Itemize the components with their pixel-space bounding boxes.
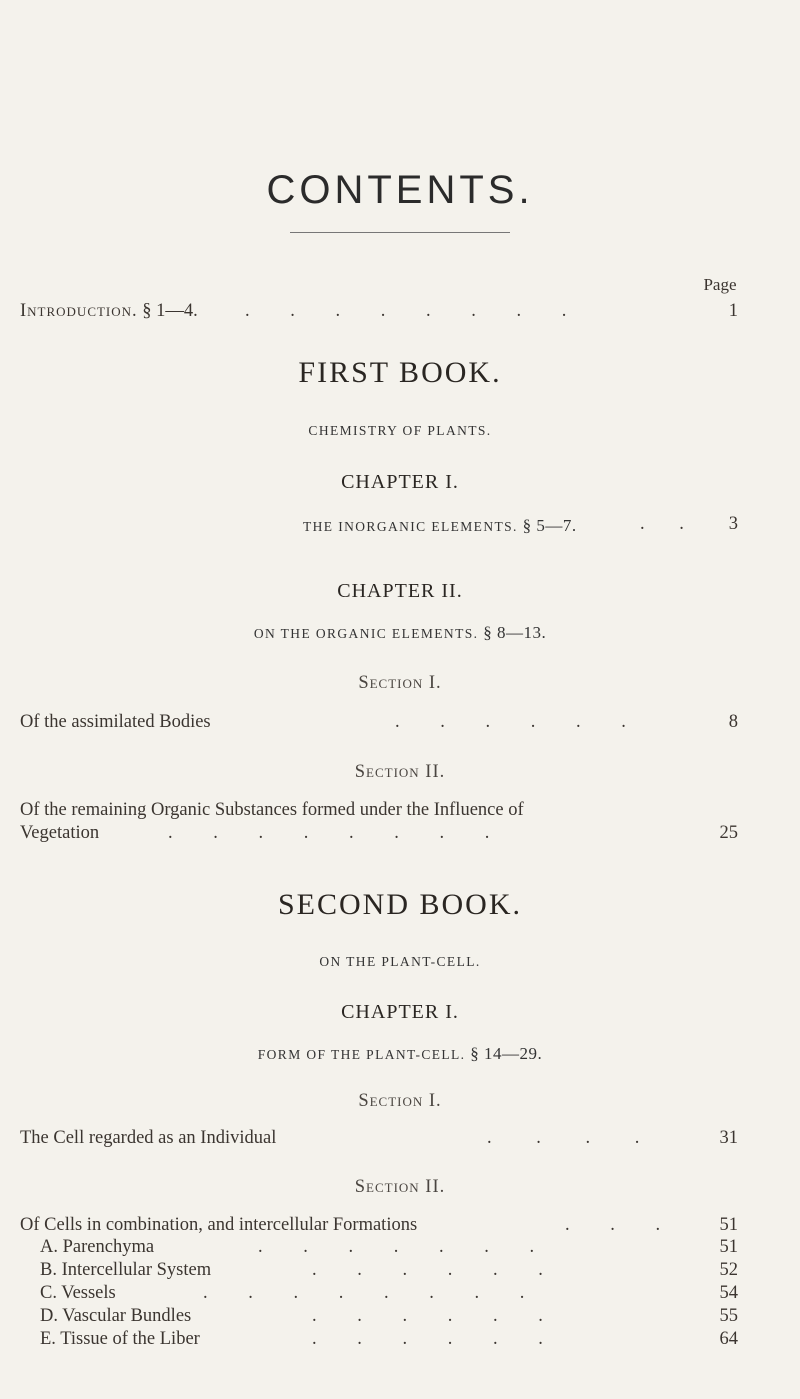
section-1-entry: Of the assimilated Bodies [20,712,211,732]
introduction-page: 1 [728,301,738,321]
first-book-subtitle: CHEMISTRY OF PLANTS. [308,423,492,438]
chapter-2-sections: § 8—13. [483,623,547,642]
list-item: A. Parenchyma [40,1237,155,1257]
second-book-subtitle: ON THE PLANT-CELL. [319,954,481,969]
chapter-1-dots: . . [640,514,684,534]
book-2-section-2-heading: Section II. [354,1177,446,1197]
section-2-page: 25 [719,823,738,843]
chapter-1-page: 3 [728,514,738,534]
chapter-2-title: CHAPTER II. [337,580,463,602]
list-item: E. Tissue of the Liber [40,1329,200,1349]
book-2-section-2-entry: Of Cells in combination, and intercellular Formations [20,1215,418,1235]
section-1-page: 8 [728,712,738,732]
chapter-2-subtitle [0,623,800,643]
list-item-dots: . . . . . . . [258,1237,535,1257]
list-item-dots: . . . . . . [312,1329,543,1349]
book-2-section-1-page: 31 [719,1128,738,1148]
section-2-entry-line1: Of the remaining Organic Substances formed under the Influence of [20,800,524,820]
list-item: D. Vascular Bundles [40,1306,192,1326]
book-2-section-2-page: 51 [719,1215,738,1235]
book-2-section-2-dots: . . . [565,1215,661,1235]
list-item-dots: . . . . . . . . [203,1283,525,1303]
list-item-page: 55 [719,1306,738,1326]
list-item: C. Vessels [40,1283,116,1303]
list-item-dots: . . . . . . [312,1260,543,1280]
section-2-heading: Section II. [354,762,446,782]
chapter-1-title: CHAPTER I. [341,471,459,493]
section-2-entry-line2: Vegetation [20,823,100,843]
introduction-label: Introduction. [20,301,138,321]
list-item-page: 54 [719,1283,738,1303]
page-column-header: Page [703,275,737,294]
book-2-chapter-1-subtitle-text: FORM OF THE PLANT-CELL. [257,1047,466,1062]
book-2-chapter-1-title: CHAPTER I. [341,1001,459,1023]
second-book-title: SECOND BOOK. [277,888,523,921]
introduction-entry [20,301,198,322]
section-1-heading: Section I. [358,673,442,693]
section-1-dots: . . . . . . [395,712,626,732]
list-item: B. Intercellular System [40,1260,212,1280]
chapter-1-subtitle-text: THE INORGANIC ELEMENTS. [303,519,518,534]
chapter-2-subtitle-text: ON THE ORGANIC ELEMENTS. [253,626,479,641]
book-2-section-1-heading: Section I. [358,1091,442,1111]
book-2-section-1-entry: The Cell regarded as an Individual [20,1128,277,1148]
chapter-1-sections: § 5—7. [522,516,577,535]
list-item-page: 51 [719,1237,738,1257]
title-rule [290,232,510,233]
first-book-title: FIRST BOOK. [298,356,502,389]
chapter-1-subtitle [303,516,577,536]
book-2-chapter-1-subtitle [0,1044,800,1064]
introduction-sections: § 1—4. [142,301,198,321]
book-2-section-1-dots: . . . . [487,1128,640,1148]
introduction-dots: . . . . . . . . [245,301,567,321]
list-item-dots: . . . . . . [312,1306,543,1326]
list-item-page: 52 [719,1260,738,1280]
section-2-dots: . . . . . . . . [168,823,490,843]
list-item-page: 64 [719,1329,738,1349]
book-2-chapter-1-sections: § 14—29. [470,1044,543,1063]
contents-title: CONTENTS. [266,168,534,212]
